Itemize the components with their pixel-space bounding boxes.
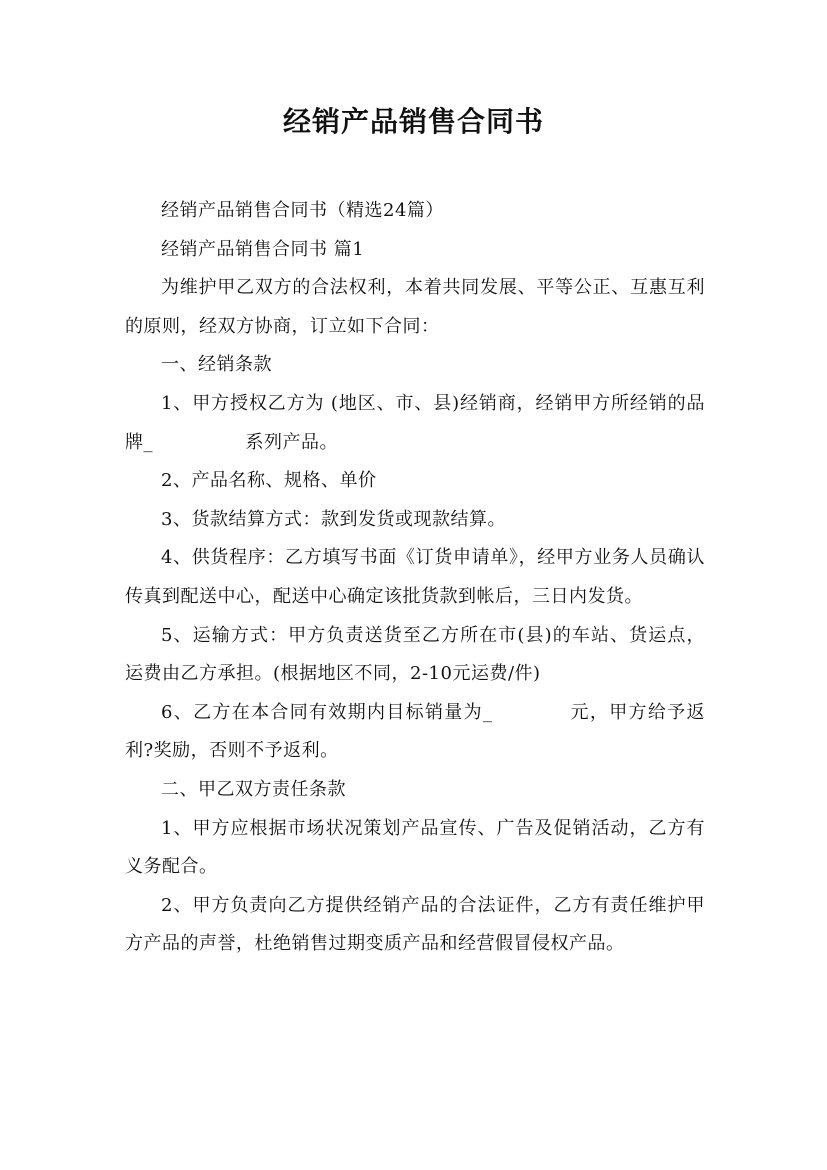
paragraph-clause-5: 5、运输方式：甲方负责送货至乙方所在市(县)的车站、货运点，运费由乙方承担。(根据地区不同，2-10元运费/件) (125, 624, 705, 685)
paragraph-section-heading: 经销产品销售合同书 篇1 (161, 238, 365, 260)
document-title: 经销产品销售合同书 (282, 105, 544, 138)
paragraph-clause-6: 6、乙方在本合同有效期内目标销量为_ 元，甲方给予返利?奖励，否则不予返利。 (125, 701, 705, 762)
paragraph-clause-4: 4、供货程序：乙方填写书面《订货申请单》，经甲方业务人员确认传真到配送中心，配送中心确定该批货款到帐后，三日内发货。 (125, 547, 705, 607)
document-body (125, 192, 705, 964)
paragraph-heading-distribution-terms: 一、经销条款 (161, 354, 272, 376)
paragraph-preamble: 为维护甲乙双方的合法权利，本着共同发展、平等公正、互惠互利的原则，经双方协商，订立如下合同： (125, 277, 705, 337)
paragraph-subtitle: 经销产品销售合同书（精选24篇） (161, 200, 444, 221)
paragraph-clause-2: 2、产品名称、规格、单价 (161, 470, 377, 492)
paragraph-responsibility-2: 2、甲方负责向乙方提供经销产品的合法证件，乙方有责任维护甲方产品的声誉，杜绝销售过期变质产品和经营假冒侵权产品。 (125, 894, 705, 955)
paragraph-clause-1: 1、甲方授权乙方为 (地区、市、县)经销商，经销甲方所经销的品牌_ 系列产品。 (125, 392, 705, 453)
paragraph-responsibility-1: 1、甲方应根据市场状况策划产品宣传、广告及促销活动，乙方有义务配合。 (125, 817, 705, 878)
paragraph-heading-responsibilities: 二、甲乙双方责任条款 (161, 778, 346, 800)
paragraph-clause-3: 3、货款结算方式：款到发货或现款结算。 (161, 508, 506, 530)
